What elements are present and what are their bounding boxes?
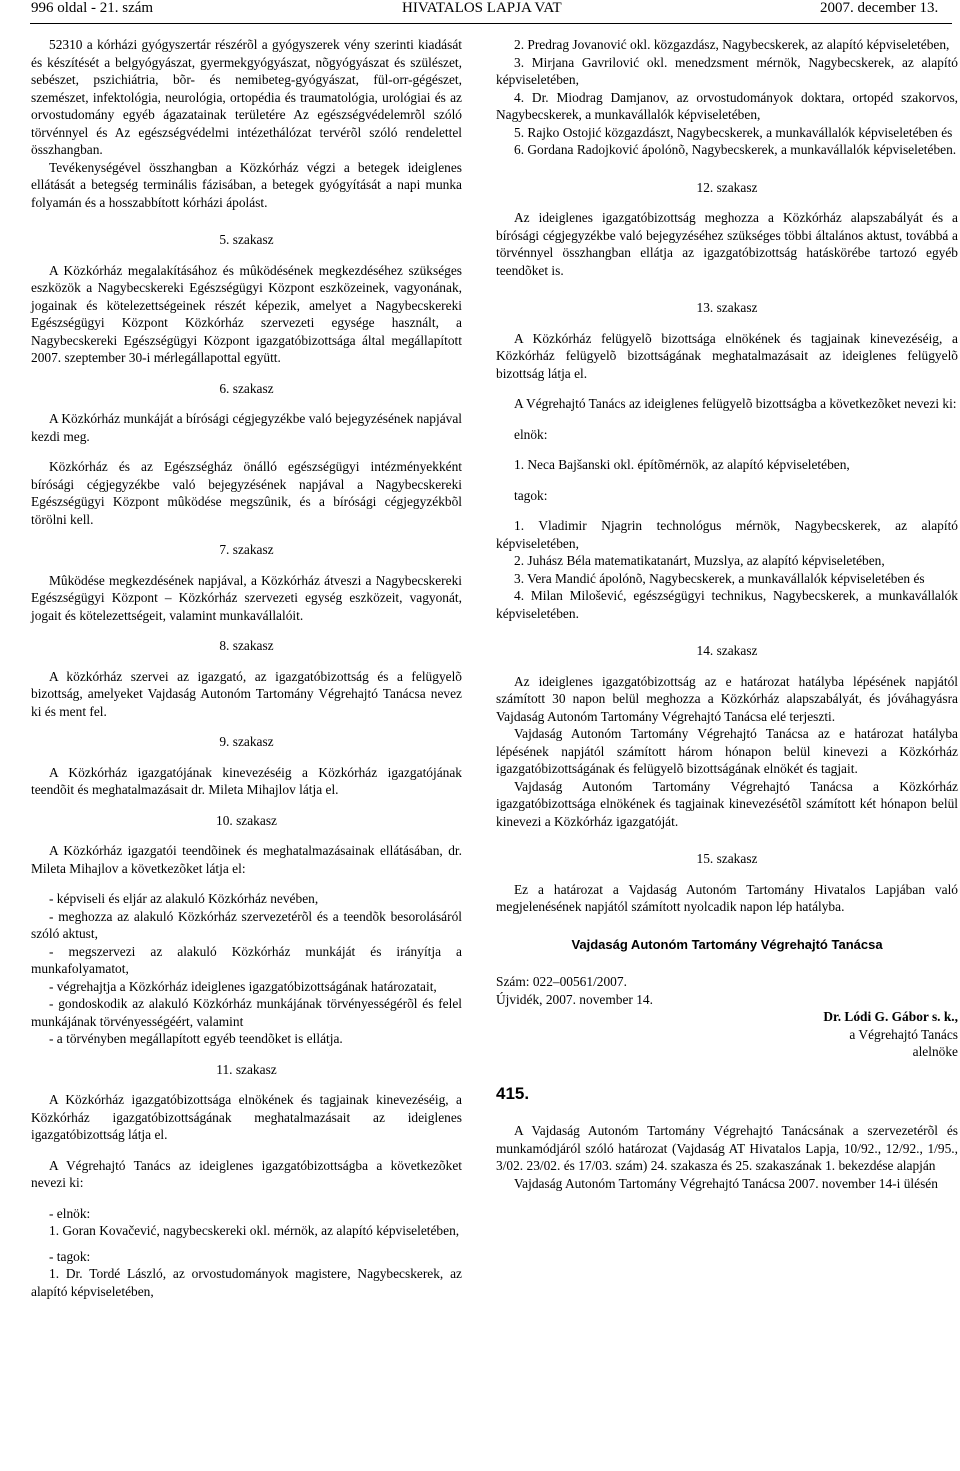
list-item: - megszervezi az alakuló Közkórház munkáját és irányítja a munkafolyamatot, (31, 943, 462, 976)
paragraph: A Közkórház megalakításához és mûködésének megkezdéséhez szükséges eszközök a Nagybecskereki Egészségügyi Központ eszközeinek, vagyonának, jogainak és kötelezettségeinek részét képezik, amelyet a Nagybecskereki Egészségügyi Központ Közkórház szervezeti egysége használt, a Nagybecskereki Egészségügyi Központ igazgatóbizottsága által megállapított 2007. szeptember 30-i mérlegállapottal együtt. (31, 262, 462, 365)
section-heading-10: 10. szakasz (216, 812, 277, 828)
list-item: - meghozza az alakuló Közkórház szervezetérõl és a teendõk besorolásáról szóló aktust, (31, 908, 462, 941)
section-heading-11: 11. szakasz (216, 1061, 277, 1077)
signer-role: a Végrehajtó Tanács (849, 1026, 958, 1042)
header-publication-title: HIVATALOS LAPJA VAT (402, 0, 562, 16)
list-item: 6. Gordana Radojković ápolónõ, Nagybecskerek, a munkavállalók képviseletében. (514, 142, 957, 157)
section-heading-15: 15. szakasz (696, 851, 758, 866)
list-item: 4. Dr. Miodrag Damjanov, az orvostudományok doktara, ortopéd szakorvos, Nagybecskerek, a munkavállalók képviseletében, (496, 89, 958, 122)
paragraph: 52310 a kórházi gyógyszertár részérõl a gyógyszerek vény szerinti kiadását és készítését a belgyógyászat, gyermekgyógyászat, nõgyógyászat és szülészet, sebészet, pszichiátria, bõr- és nemibeteg-gyógyászat, fül-orr-gégészet, szemészet, infektológia, neurológia, ortopédia és traumatológia, urológiai és az orvostudomány egyéb ágazatainak területére Az egészségvédelemrõl szóló törvénnyel és Az egészségvédelmi intézethálózat tervérõl szóló rendelettel összhangban. (31, 37, 462, 157)
list-item: - végrehajtja a Közkórház ideiglenes igazgatóbizottságának határozatait, (49, 978, 437, 994)
header-rule (30, 23, 952, 24)
list-item: - képviseli és eljár az alakuló Közkórház nevében, (49, 891, 319, 906)
list-item: 5. Rajko Ostojić közgazdászt, Nagybecskerek, a munkavállalók képviseletében és (514, 124, 953, 140)
list-label: tagok: (514, 487, 548, 503)
page-header (0, 0, 960, 22)
section-heading-9: 9. szakasz (219, 734, 274, 749)
paragraph: Az ideiglenes igazgatóbizottság meghozza a Közkórház alapszabályát és a bírósági cégjegyzékbe való bejegyzéséhez szükséges többi általános aktust, továbbá a törvénnyel összhangban ellátja az igazgatóbizottság hatáskörébe tartozó egyéb teendõket is. (496, 210, 958, 278)
paragraph: Ez a határozat a Vajdaság Autonóm Tartomány Hivatalos Lapjában való megjelenésének napjától számított nyolcadik napon lép hatályba. (496, 881, 958, 914)
list-item: 1. Goran Kovačević, nagybecskereki okl. mérnök, az alapító képviseletében, (49, 1223, 460, 1238)
paragraph: A Vajdaság Autonóm Tartomány Végrehajtó Tanácsának a szervezetérõl és munkamódjáról szóló határozat (Vajdaság AT Hivatalos Lapja, 10/92., 12/92., 1/95., 3/02. 23/02. és 17/03. szám) 24. szakasza és 25. szakaszának 1. bekezdése alapján (496, 1123, 958, 1173)
paragraph: Az ideiglenes igazgatóbizottság az e határozat hatályba lépésének napjától számított 30 napon belül meghozza a Közkórház alapszabályát, és jóváhagyásra Vajdaság Autonóm Tartomány Végrehajtó Tanácsa elé terjeszti. (496, 673, 958, 724)
paragraph: Mûködése megkezdésének napjával, a Közkórház átveszi a Nagybecskereki Egészségügyi Központ – Közkórház szervezeti egység eszközeit, vagyonát, jogait és kötelezettségeit, valamint munkavállalóit. (31, 572, 462, 623)
list-item: 2. Predrag Jovanović okl. közgazdász, Nagybecskerek, az alapító képviseletében, (514, 37, 950, 52)
decision-number: 415. (496, 1083, 530, 1103)
list-label: - tagok: (49, 1248, 91, 1264)
section-heading-8: 8. szakasz (219, 638, 274, 653)
paragraph: A Közkórház igazgatói teendõinek és meghatalmazásainak ellátásában, dr. Mileta Mihajlov a következõket látja el: (31, 843, 462, 876)
right-column (496, 36, 958, 1192)
document-number: Szám: 022–00561/2007. (496, 974, 627, 989)
list-item: - gondoskodik az alakuló Közkórház munkájának törvényességérõl és felel munkájának törvényességéért, valamint (31, 996, 462, 1029)
list-item: 4. Milan Milošević, egészségügyi technikus, Nagybecskerek, a munkavállalók képviseletében. (496, 588, 958, 621)
paragraph: Vajdaság Autonóm Tartomány Végrehajtó Tanácsa a Közkórház igazgatóbizottsága elnökének és tagjainak kinevezésétõl számított két hónapon belül kinevezi a Közkórház igazgatóját. (496, 778, 958, 829)
list-item: 2. Juhász Béla matematikatanárt, Muzslya, az alapító képviseletében, (514, 553, 885, 568)
list-item: - a törvényben megállapított egyéb teendõket is ellátja. (49, 1031, 343, 1046)
paragraph: A Közkórház felügyelõ bizottsága elnökének és tagjainak kinevezéséig, a Közkórház felügyelõ bizottságának meghatalmazásait az ideiglenes felügyelõ bizottság látja el. (496, 330, 958, 381)
list-item: 1. Vladimir Njagrin technológus mérnök, Nagybecskerek, az alapító képviseletében, (496, 518, 958, 551)
list-item: 1. Dr. Tordé László, az orvostudományok magistere, Nagybecskerek, az alapító képviseletében, (31, 1266, 462, 1299)
section-heading-7: 7. szakasz (219, 542, 274, 557)
signer-role: alelnöke (912, 1044, 958, 1059)
section-heading-5: 5. szakasz (219, 232, 274, 247)
list-item: 1. Neca Bajšanski okl. építõmérnök, az alapító képviseletében, (514, 457, 850, 472)
section-heading-12: 12. szakasz (696, 179, 758, 195)
paragraph: Közkórház és az Egészségház önálló egészségügyi intézményekként bírósági cégjegyzékbe való bejegyzésének napjával a Nagybecskereki Egészségügyi Központ mûködése megszûnik, és a bírósági cégjegyzékbõl törölni kell. (31, 459, 462, 527)
paragraph: Vajdaság Autonóm Tartomány Végrehajtó Tanácsa 2007. november 14-i ülésén (514, 1175, 938, 1191)
header-page-number: 996 oldal - 21. szám (31, 0, 154, 16)
paragraph: A Közkórház munkáját a bírósági cégjegyzékbe való bejegyzésének napjával kezdi meg. (31, 411, 462, 444)
signing-body: Vajdaság Autonóm Tartomány Végrehajtó Tanácsa (571, 936, 883, 952)
paragraph: Tevékenységével összhangban a Közkórház végzi a betegek ideiglenes ellátását a betegség terminális fázisában, a betegek gyógyítását a napi munka folyamán és a hosszabbított kórházi ápolást. (31, 159, 462, 210)
left-column (31, 36, 462, 1300)
list-label: - elnök: (49, 1205, 91, 1221)
header-date: 2007. december 13. (820, 0, 939, 16)
paragraph: A Közkórház igazgatóbizottsága elnökének és tagjainak kinevezéséig, a Közkórház igazgatóbizottságának meghatalmazásait az ideiglenes igazgatóbizottság látja el. (31, 1092, 462, 1142)
list-label: elnök: (514, 426, 548, 442)
signer-name: Dr. Lódi G. Gábor s. k., (823, 1009, 958, 1024)
list-item: 3. Mirjana Gavrilović okl. menedzsment mérnök, Nagybecskerek, az alapító képviseletében, (496, 54, 958, 87)
paragraph: Vajdaság Autonóm Tartomány Végrehajtó Tanácsa az e határozat hatályba lépésének napjától számított három hónapon belül kinevezi a Közkórház igazgatóbizottságának és felügyelõ bizottságának elnökét és tagjait. (496, 726, 958, 776)
list-item: 3. Vera Mandić ápolónõ, Nagybecskerek, a munkavállalók képviseletében és (514, 570, 925, 586)
section-heading-6: 6. szakasz (219, 380, 274, 396)
paragraph: A közkórház szervei az igazgató, az igazgatóbizottság és a felügyelõ bizottság, amelyeket Vajdaság Autonóm Tartomány Végrehajtó Tanácsa nevez ki és ment fel. (31, 668, 462, 719)
paragraph: A Végrehajtó Tanács az ideiglenes felügyelõ bizottságba a következõket nevezi ki: (514, 396, 957, 411)
paragraph: A Közkórház igazgatójának kinevezéséig a Közkórház igazgatójának teendõit és meghatalmazásait dr. Mileta Mihajlov látja el. (31, 764, 462, 797)
section-heading-14: 14. szakasz (696, 643, 758, 658)
paragraph: A Végrehajtó Tanács az ideiglenes igazgatóbizottságba a következõket nevezi ki: (31, 1157, 462, 1190)
place-and-date: Újvidék, 2007. november 14. (496, 991, 653, 1007)
section-heading-13: 13. szakasz (696, 300, 758, 315)
